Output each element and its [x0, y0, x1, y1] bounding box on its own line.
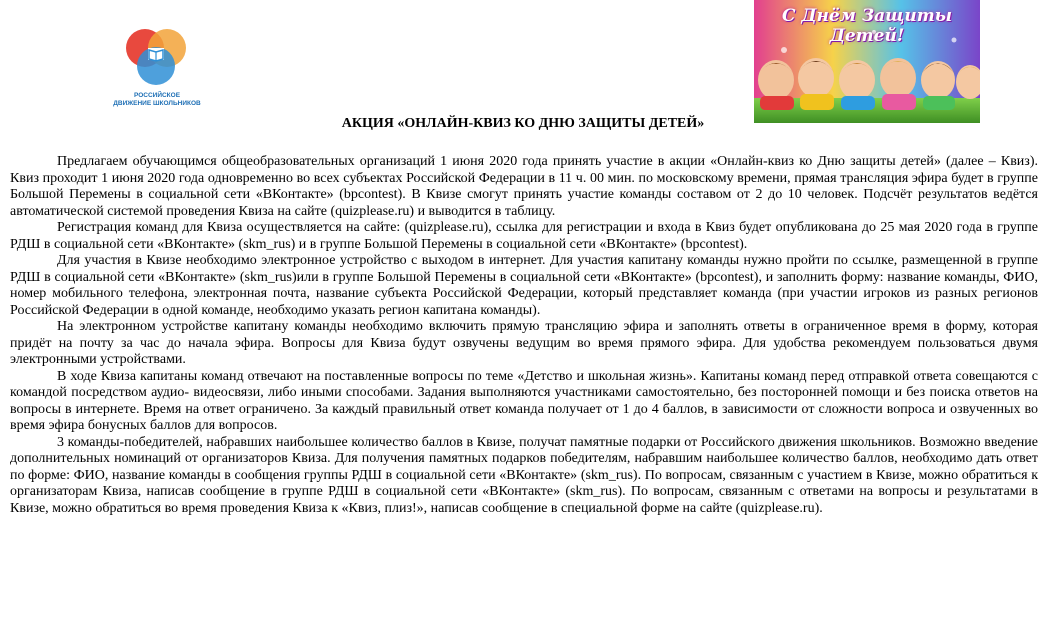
childrens-day-banner	[754, 0, 980, 123]
paragraph-registration: Регистрация команд для Квиза осуществляется на сайте: (quizplease.ru), ссылка для регистрации и входа в Квиз будет опубликована до 25 мая 2020 года в группе РДШ в социальной сети «ВКонтакте» (skm_rus) и в группе Большой Перемены в социальной сети «ВКонтакте» (bpcontest).	[10, 220, 1038, 252]
banner-title: С Днём Защиты Детей!	[781, 6, 953, 46]
paragraph-intro: Предлагаем обучающимся общеобразовательных организаций 1 июня 2020 года принять участие в акции «Онлайн-квиз ко Дню защиты детей» (далее – Квиз). Квиз проходит 1 июня 2020 года одновременно во всех субъектах Российской Федерации в 11 ч. 00 мин. по московскому времени, прямая трансляция эфира будет в группе Большой Перемены в социальной сети «ВКонтакте» (bpcontest). В Квизе смогут принять участие команды составом от 2 до 10 человек. Подсчёт результатов ведётся автоматической системой проведения Квиза на сайте (quizplease.ru) и выводится в таблицу.	[10, 154, 1038, 219]
rdsh-logo-text	[112, 92, 202, 108]
rdsh-logo	[112, 18, 202, 118]
logo-text-line1: РОССИЙСКОЕ	[133, 92, 181, 99]
document-title: АКЦИЯ «ОНЛАЙН-КВИЗ КО ДНЮ ЗАЩИТЫ ДЕТЕЙ»	[341, 116, 705, 131]
paragraph-broadcast: На электронном устройстве капитану команды необходимо включить прямую трансляцию эфира и заполнять ответы в ограниченное время в форму, которая придёт на почту за час до начала эфира. Вопросы для Квиза будут озвучены ведущим во время прямого эфира. Для удобства рекомендуем пользоваться двумя электронными устройствами.	[10, 319, 1038, 367]
paragraph-winners: 3 команды-победителей, набравших наибольшее количество баллов в Квизе, получат памятные подарки от Российского движения школьников. Возможно введение дополнительных номинаций от организаторов Квиза. Для получения памятных подарков победителям, набравшим наибольшее количество баллов, необходимо дать ответ по форме: ФИО, название команды в сообщения группы РДШ в социальной сети «ВКонтакте» (skm_rus). По вопросам, связанным с участием в Квизе, можно обратиться к организаторам Квиза, написав сообщение в группе РДШ в социальной сети «ВКонтакте» (skm_rus). По вопросам, связанным с ответами на вопросы и результатами в Квизе, можно обратиться во время проведения Квиза к «Квиз, плиз!», написав сообщение в специальной форме на сайте (quizplease.ru).	[10, 434, 1038, 516]
paragraph-rules: В ходе Квиза капитаны команд отвечают на поставленные вопросы по теме «Детство и школьная жизнь». Капитаны команд перед отправкой ответа совещаются с командой посредством аудио- видеосвязи, либо иными способами. Задания выполняются участниками самостоятельно, без посторонней помощи и без поиска ответов на вопросы в интернете. Время на ответ ограничено. За каждый правильный ответ команда получает от 1 до 4 баллов, в зависимости от сложности вопроса и озвученных во время эфира бонусных баллов для вопросов.	[10, 368, 1038, 433]
document-body	[10, 154, 1038, 517]
rdsh-logo-emblem	[112, 18, 202, 92]
paragraph-participation: Для участия в Квизе необходимо электронное устройство с выходом в интернет. Для участия капитану команды нужно пройти по ссылке, размещенной в группе РДШ в социальной сети «ВКонтакте» (skm_rus)или в группе Большой Перемены в социальной сети «ВКонтакте» (bpcontest), и заполнить форму: название команды, ФИО, номер мобильного телефона, электронная почта, название субъекта Российской Федерации, который представляет команда (при участии игроков из разных регионов Российской Федерации в одной команде, необходимо указать регион капитана команды).	[10, 253, 1038, 318]
logo-text-line2: ДВИЖЕНИЕ ШКОЛЬНИКОВ	[113, 100, 201, 107]
